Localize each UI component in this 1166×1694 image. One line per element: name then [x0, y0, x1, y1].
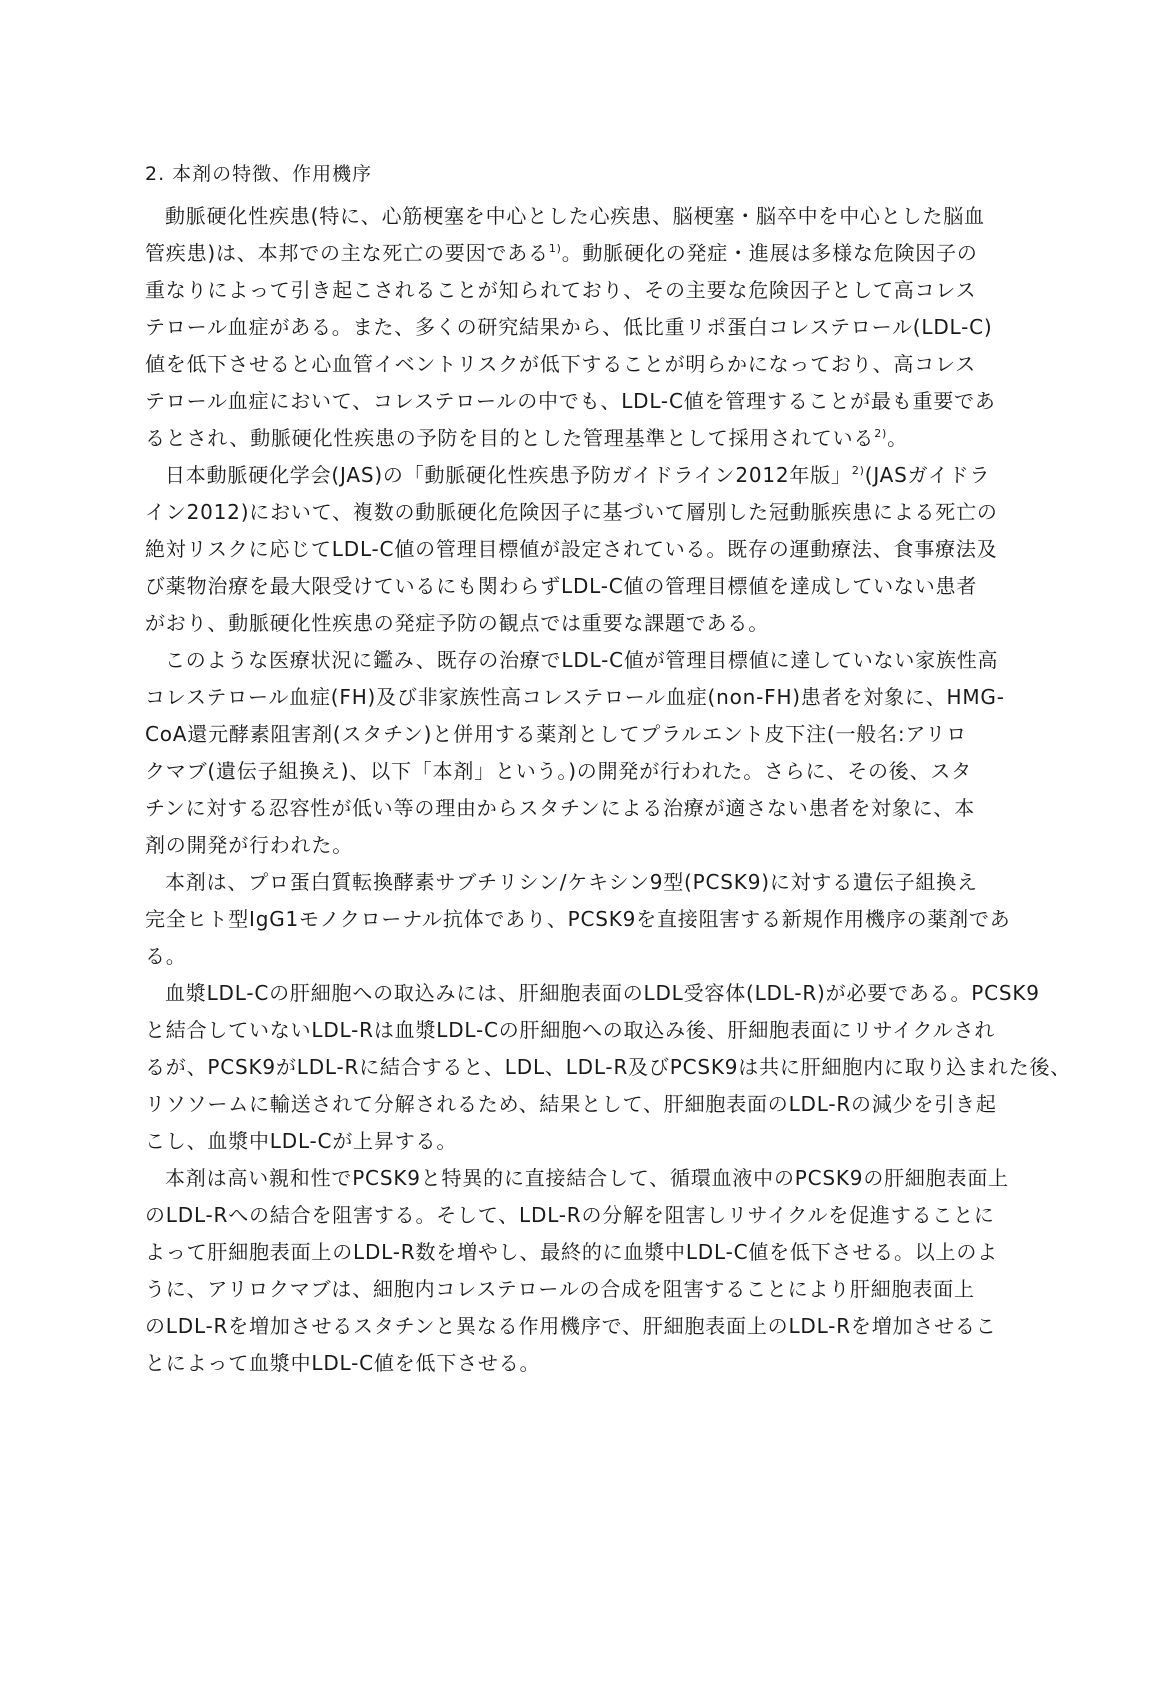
- reference-marker: 2): [874, 427, 888, 440]
- text-line: クマブ(遺伝子組換え)、以下「本剤」という。)の開発が行われた。さらに、その後、スタ: [145, 759, 973, 783]
- text-line: よって肝細胞表面上のLDL-R数を増やし、最終的に血漿中LDL-C値を低下させる。以上のよ: [145, 1240, 998, 1264]
- text-line: リソソームに輸送されて分解されるため、結果として、肝細胞表面のLDL-Rの減少を引き起: [145, 1092, 997, 1116]
- text-line: チンに対する忍容性が低い等の理由からスタチンによる治療が適さない患者を対象に、本: [145, 796, 975, 820]
- text-line: 値を低下させると心血管イベントリスクが低下することが明らかになっており、高コレス: [145, 352, 976, 376]
- text-line: テロール血症において、コレステロールの中でも、LDL-C値を管理することが最も重要であ: [145, 389, 996, 413]
- text-line: うに、アリロクマブは、細胞内コレステロールの合成を阻害することにより肝細胞表面上: [145, 1277, 975, 1301]
- paragraph-mechanism: [145, 1160, 1025, 1382]
- paragraph-ldl-receptor: [145, 975, 1072, 1160]
- text-line: 本剤は、プロ蛋白質転換酵素サブチリシン/ケキシン9型(PCSK9)に対する遺伝子組換え: [165, 870, 978, 894]
- document-page: [145, 160, 1072, 1382]
- text-line: 剤の開発が行われた。: [145, 833, 353, 857]
- text-line: のLDL-Rを増加させるスタチンと異なる作用機序で、肝細胞表面上のLDL-Rを増加させるこ: [145, 1314, 997, 1338]
- paragraph-background: [145, 198, 1025, 457]
- text-line: るとされ、動脈硬化性疾患の予防を目的とした管理基準として採用されている$^{2)}$。: [145, 426, 908, 450]
- reference-marker: 1): [548, 242, 562, 255]
- text-line: こし、血漿中LDL-Cが上昇する。: [145, 1129, 458, 1153]
- text-line: イン2012)において、複数の動脈硬化危険因子に基づいて層別した冠動脈疾患による死亡の: [145, 500, 998, 524]
- text-line: 管疾患)は、本邦での主な死亡の要因である$^{1)}$。動脈硬化の発症・進展は多様な危険因子の: [145, 241, 978, 265]
- text-line: と結合していないLDL-Rは血漿LDL-Cの肝細胞への取込み後、肝細胞表面にリサイクルされ: [145, 1018, 996, 1042]
- text-line: 血漿LDL-Cの肝細胞への取込みには、肝細胞表面のLDL受容体(LDL-R)が必要である。PCSK9: [165, 981, 1040, 1005]
- text-line: コレステロール血症(FH)及び非家族性高コレステロール血症(non-FH)患者を対象に、HMG-: [145, 685, 1005, 709]
- paragraph-development: [145, 642, 1025, 864]
- paragraph-guideline: [145, 457, 1025, 642]
- text-line: のLDL-Rへの結合を阻害する。そして、LDL-Rの分解を阻害しリサイクルを促進することに: [145, 1203, 995, 1227]
- text-line: 絶対リスクに応じてLDL-C値の管理目標値が設定されている。既存の運動療法、食事療法及: [145, 537, 998, 561]
- text-line: とによって血漿中LDL-C値を低下させる。: [145, 1351, 541, 1375]
- text-line: るが、PCSK9がLDL-Rに結合すると、LDL、LDL-R及びPCSK9は共に肝細胞内に取り込まれた後、: [145, 1055, 1072, 1079]
- paragraph-antibody: [145, 864, 1025, 975]
- text-line: る。: [145, 944, 187, 968]
- section-heading: 2. 本剤の特徴、作用機序: [145, 163, 373, 185]
- reference-marker: 2): [851, 464, 865, 477]
- text-line: 重なりによって引き起こされることが知られており、その主要な危険因子として高コレス: [145, 278, 977, 302]
- text-line: 日本動脈硬化学会(JAS)の「動脈硬化性疾患予防ガイドライン2012年版」$^{2)}$(JASガイドラ: [165, 463, 991, 487]
- text-line: がおり、動脈硬化性疾患の発症予防の観点では重要な課題である。: [145, 611, 769, 635]
- text-line: び薬物治療を最大限受けているにも関わらずLDL-C値の管理目標値を達成していない患者: [145, 574, 978, 598]
- text-line: CoA還元酵素阻害剤(スタチン)と併用する薬剤としてプラルエント皮下注(一般名:アリロ: [145, 722, 968, 746]
- text-line: 本剤は高い親和性でPCSK9と特異的に直接結合して、循環血液中のPCSK9の肝細胞表面上: [165, 1166, 1009, 1190]
- text-line: テロール血症がある。また、多くの研究結果から、低比重リポ蛋白コレステロール(LDL-C): [145, 315, 993, 339]
- text-line: このような医療状況に鑑み、既存の治療でLDL-C値が管理目標値に達していない家族性高: [165, 648, 999, 672]
- text-line: 動脈硬化性疾患(特に、心筋梗塞を中心とした心疾患、脳梗塞・脳卒中を中心とした脳血: [165, 204, 985, 228]
- text-line: 完全ヒト型IgG1モノクローナル抗体であり、PCSK9を直接阻害する新規作用機序の薬剤であ: [145, 907, 1011, 931]
